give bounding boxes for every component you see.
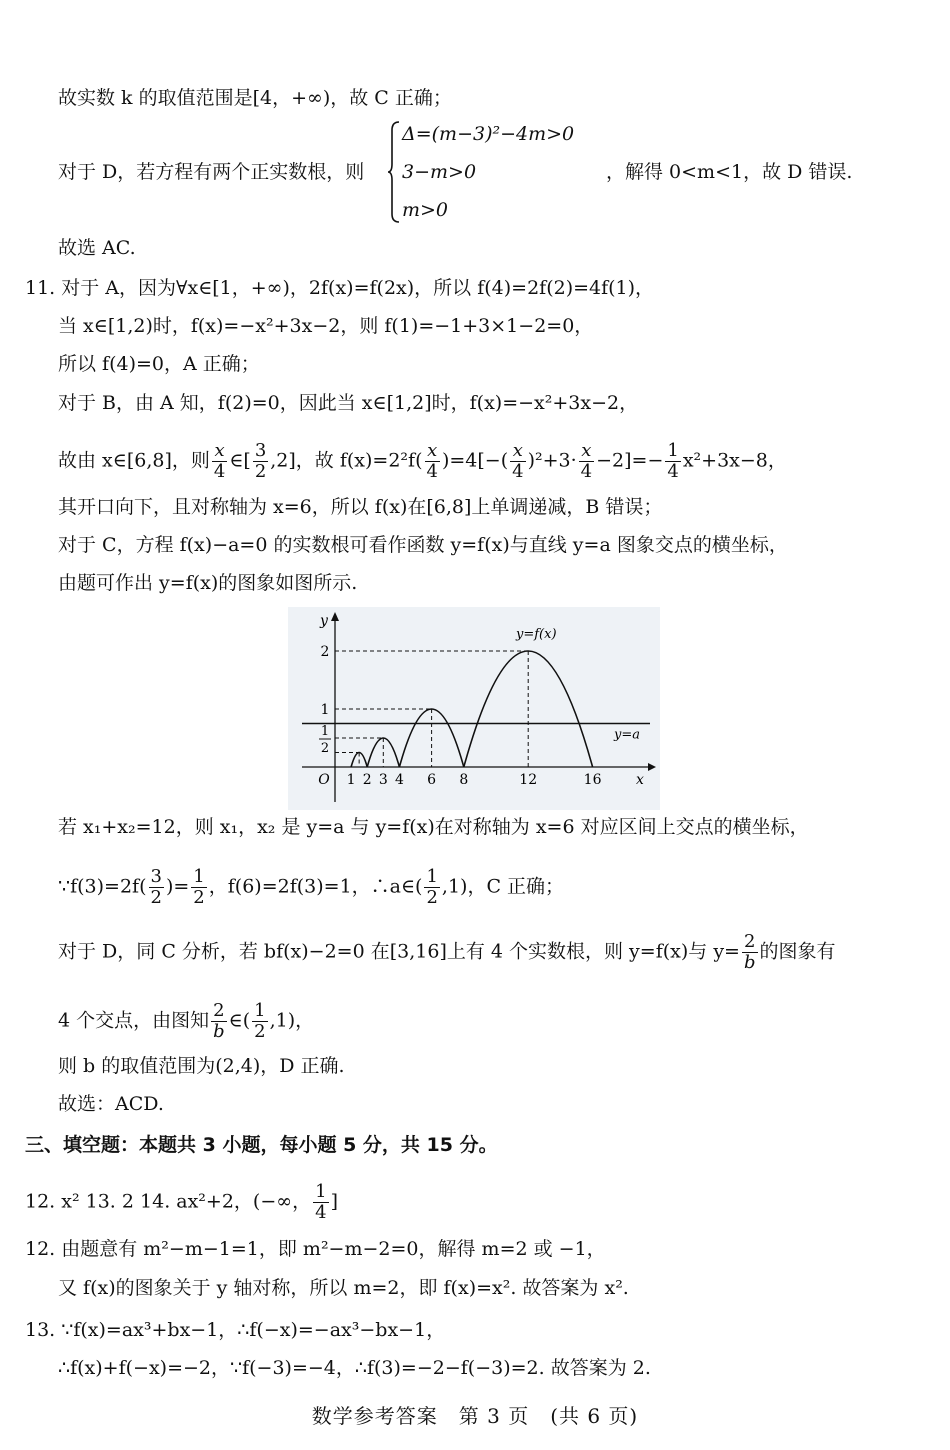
numerator: 1 — [315, 1181, 327, 1202]
text-line: 所以 f(4)=0，A 正确； — [58, 353, 260, 375]
text-fragment: )=4[−( — [441, 449, 509, 472]
fraction — [425, 441, 440, 482]
text-fragment: ] — [330, 1190, 338, 1213]
text-line: 故选：ACD. — [58, 1093, 164, 1115]
text-line: 对于 C，方程 f(x)−a=0 的实数根可看作函数 y=f(x)与直线 y=a 图象交点的横坐标， — [58, 534, 788, 556]
line-label: y=a — [614, 727, 640, 743]
y-tick-label: 2 — [320, 644, 330, 660]
text-fragment: x²+3x−8， — [682, 449, 787, 472]
text-fragment: )= — [165, 875, 190, 898]
x-tick-label: 3 — [378, 772, 388, 788]
denominator: b — [213, 1021, 225, 1042]
function-graph — [288, 607, 660, 810]
text-line: 其开口向下，且对称轴为 x=6，所以 f(x)在[6,8]上单调递减，B 错误； — [58, 496, 663, 518]
text-line: 故实数 k 的取值范围是[4，+∞)，故 C 正确； — [58, 87, 452, 109]
text-fragment: ,2]，故 f(x)=2²f( — [270, 449, 423, 472]
curve-label: y=f(x) — [516, 627, 557, 642]
text-fragment: ,1)， — [269, 1009, 315, 1032]
x-tick-label: 1 — [346, 772, 356, 788]
system-eq-1: Δ=(m−3)²−4m>0 — [402, 123, 575, 145]
text-line: 对于 D，若方程有两个正实数根，则 — [58, 161, 365, 183]
text-fragment: 12. x² 13. 2 14. ax²+2，(−∞， — [25, 1190, 312, 1213]
x-tick-label: 2 — [362, 772, 372, 788]
numerator: x — [425, 441, 440, 462]
numerator: x — [579, 441, 594, 462]
numerator: 3 — [150, 866, 162, 887]
fraction — [665, 441, 680, 482]
text-line: 对于 B，由 A 知，f(2)=0，因此当 x∈[1,2]时，f(x)=−x²+3x−2， — [58, 392, 639, 414]
denominator: b — [743, 952, 756, 973]
numerator: x — [510, 441, 525, 462]
numerator: 3 — [254, 440, 267, 461]
denominator: 2 — [426, 887, 438, 908]
denominator: 2 — [254, 461, 267, 482]
denominator: 2 — [193, 887, 205, 908]
denominator: 4 — [512, 461, 524, 482]
text-fragment: )²+3· — [527, 449, 577, 472]
text-fragment: ,1)，C 正确； — [441, 875, 565, 898]
text-line: ，解得 0<m<1，故 D 错误. — [606, 161, 853, 183]
section-heading: 三、填空题：本题共 3 小题，每小题 5 分，共 15 分。 — [25, 1134, 498, 1156]
numerator: 2 — [742, 932, 758, 953]
fraction — [742, 932, 758, 973]
fraction — [424, 867, 439, 908]
fraction — [212, 441, 227, 482]
text-line: ∴f(x)+f(−x)=−2，∵f(−3)=−4，∴f(3)=−2−f(−3)=2. 故答案为 2. — [58, 1357, 651, 1379]
text-fragment: −2]=− — [596, 449, 664, 472]
fraction — [253, 441, 268, 482]
text-fragment: ，f(6)=2f(3)=1，∴a∈( — [208, 875, 423, 898]
system-eq-3: m>0 — [402, 199, 449, 221]
fraction — [211, 1001, 227, 1042]
x-tick-label: 16 — [583, 772, 602, 788]
text-line: 若 x₁+x₂=12，则 x₁，x₂ 是 y=a 与 y=f(x)在对称轴为 x=6 对应区间上交点的横坐标， — [58, 816, 809, 838]
x-tick-label: 12 — [519, 772, 538, 788]
text-fragment: ∵f(3)=2f( — [58, 875, 147, 898]
text-fragment: ∈[ — [229, 449, 251, 472]
text-line: 当 x∈[1,2)时，f(x)=−x²+3x−2，则 f(1)=−1+3×1−2=0， — [58, 315, 594, 337]
text-line-with-fractions — [58, 932, 836, 973]
denominator: 2 — [150, 887, 162, 908]
denominator: 4 — [667, 461, 679, 482]
text-fragment: 对于 D，同 C 分析，若 bf(x)−2=0 在[3,16]上有 4 个实数根，则 y=f(x)与 y= — [58, 940, 740, 963]
text-fragment: 4 个交点，由图知 — [58, 1009, 210, 1032]
text-line-with-fractions — [58, 867, 564, 908]
numerator: 1 — [667, 440, 679, 461]
numerator: x — [212, 441, 227, 462]
numerator: 1 — [426, 866, 438, 887]
x-tick-label: 4 — [394, 772, 404, 788]
denominator: 4 — [580, 461, 593, 482]
x-tick-label: 8 — [459, 772, 469, 788]
brace-icon — [387, 120, 401, 224]
y-tick-label: 1 — [320, 702, 330, 718]
text-fragment: 的图象有 — [759, 940, 836, 963]
page-footer: 数学参考答案 第 3 页 (共 6 页) — [311, 1404, 639, 1428]
fraction — [313, 1182, 328, 1223]
system-eq-2: 3−m>0 — [402, 161, 477, 183]
text-line: 又 f(x)的图象关于 y 轴对称，所以 m=2，即 f(x)=x². 故答案为 x². — [58, 1277, 629, 1299]
denominator: 2 — [254, 1021, 266, 1042]
text-line-with-fractions — [58, 1001, 314, 1042]
x-axis-label: x — [636, 772, 644, 788]
text-line: 11. 对于 A，因为∀x∈[1，+∞)，2f(x)=f(2x)，所以 f(4)=2f(2)=4f(1)， — [25, 277, 655, 299]
numerator: 2 — [211, 1001, 227, 1022]
denominator: 4 — [213, 461, 226, 482]
fraction — [149, 867, 164, 908]
text-line-with-fractions — [58, 441, 787, 482]
y-axis-label: y — [320, 613, 328, 629]
y-tick-label: 2 — [320, 741, 330, 756]
text-line: 由题可作出 y=f(x)的图象如图所示. — [58, 572, 358, 594]
denominator: 4 — [315, 1202, 327, 1223]
text-fragment: 故由 x∈[6,8]，则 — [58, 449, 210, 472]
numerator: 1 — [254, 1000, 266, 1021]
text-line: 则 b 的取值范围为(2,4)，D 正确. — [58, 1055, 345, 1077]
origin-label: O — [318, 772, 330, 788]
text-line: 13. ∵f(x)=ax³+bx−1，∴f(−x)=−ax³−bx−1， — [25, 1319, 446, 1341]
answer-summary-line — [25, 1182, 338, 1223]
y-tick-label: 1 — [320, 724, 330, 739]
text-fragment: ∈( — [228, 1009, 251, 1032]
denominator: 4 — [426, 461, 438, 482]
numerator: 1 — [193, 866, 205, 887]
fraction — [252, 1001, 267, 1042]
text-line: 故选 AC. — [58, 237, 136, 259]
fraction — [510, 441, 525, 482]
fraction — [191, 867, 206, 908]
text-line: 12. 由题意有 m²−m−1=1，即 m²−m−2=0，解得 m=2 或 −1， — [25, 1238, 606, 1260]
x-tick-label: 6 — [427, 772, 437, 788]
fraction — [579, 441, 594, 482]
